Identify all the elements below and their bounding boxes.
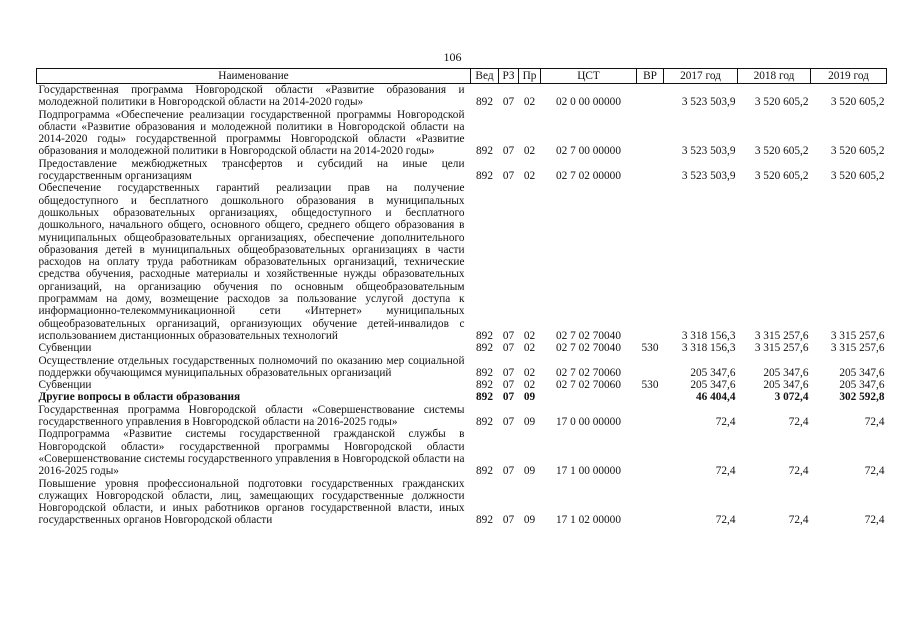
row-cst-cell: 02 0 00 00000	[556, 96, 621, 109]
table-row	[37, 84, 887, 109]
row-cst-cell: 02 7 02 00000	[556, 170, 621, 183]
row-2018-cell: 3 315 257,6	[754, 329, 809, 342]
row-cst-cell: 17 1 02 00000	[556, 514, 621, 527]
row-rz-cell: 07	[502, 170, 515, 183]
table-row	[37, 478, 887, 527]
row-rz-cell: 07	[502, 465, 515, 478]
row-2017-cell: 72,4	[715, 514, 736, 527]
row-2018-cell: 3 520 605,2	[754, 96, 809, 109]
row-rz-cell: 07	[502, 379, 515, 392]
row-rz-cell: 07	[502, 416, 515, 429]
row-ved-cell: 892	[476, 145, 493, 158]
row-cst-cell: 17 0 00 00000	[556, 416, 621, 429]
row-rz-cell: 07	[502, 145, 515, 158]
row-2018-cell: 205 347,6	[763, 366, 809, 379]
row-ved-cell: 892	[476, 329, 493, 342]
row-ved-cell: 892	[476, 96, 493, 109]
row-ved-cell: 892	[476, 514, 493, 527]
row-pr-cell: 02	[523, 96, 536, 109]
row-ved-cell: 892	[476, 342, 493, 355]
row-2017-cell: 72,4	[715, 465, 736, 478]
row-2019-cell: 205 347,6	[839, 379, 885, 392]
row-cst-cell: 02 7 02 70060	[556, 366, 621, 379]
row-2018-cell: 3 315 257,6	[754, 342, 809, 355]
row-pr-cell: 02	[523, 145, 536, 158]
row-2017-cell: 72,4	[715, 416, 736, 429]
table-row	[37, 404, 887, 429]
row-cst-cell	[541, 391, 637, 403]
row-pr-cell: 02	[523, 366, 536, 379]
row-name-cell: Государственная программа Новгородской области «Совершенствование системы государственного управления в Новгородской области на 2016-2025 годы»	[38, 403, 465, 429]
row-2017-cell: 205 347,6	[690, 379, 736, 392]
table-row	[37, 182, 887, 342]
table-row	[37, 428, 887, 477]
row-2017-cell: 3 523 503,9	[681, 96, 736, 109]
table-row	[37, 379, 887, 391]
row-pr-cell: 09	[523, 391, 536, 404]
table-row	[37, 391, 887, 403]
row-ved-cell: 892	[476, 170, 493, 183]
row-2017-cell: 3 523 503,9	[681, 170, 736, 183]
row-pr-cell: 09	[523, 465, 536, 478]
row-2019-cell: 72,4	[864, 416, 885, 429]
table-row	[37, 109, 887, 158]
header-cst: ЦСТ	[541, 69, 637, 84]
page-number: 106	[443, 50, 462, 64]
row-ved-cell: 892	[476, 366, 493, 379]
row-vr-cell	[637, 84, 664, 109]
row-vr-cell	[637, 182, 664, 342]
budget-table	[36, 68, 887, 527]
row-name-cell: Повышение уровня профессиональной подготовки государственных гражданских служащих Новгородской области, лиц, замещающих государственные должности Новгородской области, и иных работников органов государственной власти, иных государственных органов Новгородской области	[38, 477, 465, 527]
row-cst-cell: 02 7 02 70040	[556, 329, 621, 342]
row-vr-cell	[637, 428, 664, 477]
row-vr-cell: 530	[641, 342, 659, 355]
row-vr-cell	[637, 355, 664, 380]
row-cst-cell: 02 7 02 70060	[556, 379, 621, 392]
row-2017-cell: 46 404,4	[695, 391, 736, 404]
row-rz-cell: 07	[502, 366, 515, 379]
row-pr-cell: 02	[523, 329, 536, 342]
row-2017-cell: 3 318 156,3	[681, 342, 736, 355]
header-name: Наименование	[37, 69, 471, 84]
row-name-cell: Субвенции	[38, 379, 92, 392]
row-2019-cell: 3 520 605,2	[830, 96, 885, 109]
row-name-cell: Подпрограмма «Обеспечение реализации государственной программы Новгородской области «Развитие образования и молодежной политики в Новгородской области на 2014-2020 годы» государственной программы Новгородской области «Развитие образования и молодежной политики в Новгородской области на 2014-2020 годы»	[38, 108, 465, 158]
row-rz-cell: 07	[502, 96, 515, 109]
row-name-cell: Обеспечение государственных гарантий реализации прав на получение общедоступного и бесплатного дошкольного образования в муниципальных дошкольных образовательных организациях, общедоступного и бесплатного дошкольного, начального общего, основного общего, среднего общего образования в муниципальных общеобразовательных организациях, обеспечение дополнительного образования детей в муниципальных общеобразовательных организациях в части расходов на оплату труда работникам образовательных организаций, технические средства обучения, расходные материалы и хозяйственные нужды образовательных организаций, на организацию обучения по основным общеобразовательным программам на дому, возмещение расходов за пользование услугой доступа к информационно-телекоммуникационной сети «Интернет» муниципальных общеобразовательных организаций, организующих обучение детей-инвалидов с использованием дистанционных образовательных технологий	[38, 182, 465, 342]
row-2019-cell: 3 315 257,6	[830, 329, 885, 342]
table-header-row	[37, 69, 887, 84]
row-2017-cell: 3 318 156,3	[681, 329, 736, 342]
row-2018-cell: 72,4	[788, 416, 809, 429]
row-pr-cell: 02	[523, 170, 536, 183]
row-rz-cell: 07	[502, 514, 515, 527]
row-2019-cell: 302 592,8	[839, 391, 885, 404]
row-2019-cell: 72,4	[864, 465, 885, 478]
row-cst-cell: 17 1 00 00000	[556, 465, 621, 478]
row-ved-cell: 892	[476, 416, 493, 429]
row-vr-cell	[637, 404, 664, 429]
row-2019-cell: 72,4	[864, 514, 885, 527]
row-rz-cell: 07	[502, 391, 515, 404]
row-vr-cell	[637, 478, 664, 527]
row-vr-cell	[637, 109, 664, 158]
row-2017-cell: 205 347,6	[690, 366, 736, 379]
row-2019-cell: 3 520 605,2	[830, 145, 885, 158]
row-pr-cell: 09	[523, 514, 536, 527]
row-2019-cell: 205 347,6	[839, 366, 885, 379]
row-2018-cell: 205 347,6	[763, 379, 809, 392]
row-ved-cell: 892	[476, 379, 493, 392]
header-2019: 2019 год	[811, 69, 887, 84]
row-2018-cell: 3 072,4	[774, 391, 809, 404]
row-cst-cell: 02 7 02 70040	[556, 342, 621, 355]
row-name-cell: Государственная программа Новгородской области «Развитие образования и молодежной политики в Новгородской области на 2014-2020 годы»	[38, 84, 465, 109]
row-rz-cell: 07	[502, 329, 515, 342]
row-2018-cell: 3 520 605,2	[754, 145, 809, 158]
row-name-cell: Подпрограмма «Развитие системы государственной гражданской службы в Новгородской области» государственной программы Новгородской области «Совершенствование системы государственного управления в Новгородской области на 2016-2025 годы»	[38, 428, 465, 478]
row-ved-cell: 892	[476, 391, 493, 404]
row-pr-cell: 09	[523, 416, 536, 429]
row-vr-cell	[637, 158, 664, 183]
row-vr-cell	[637, 391, 664, 403]
row-pr-cell: 02	[523, 379, 536, 392]
header-rz: РЗ	[499, 69, 519, 84]
row-2018-cell: 3 520 605,2	[754, 170, 809, 183]
row-cst-cell: 02 7 00 00000	[556, 145, 621, 158]
row-2017-cell: 3 523 503,9	[681, 145, 736, 158]
header-vr: ВР	[637, 69, 664, 84]
table-row	[37, 355, 887, 380]
row-vr-cell: 530	[641, 379, 659, 392]
row-name-cell: Другие вопросы в области образования	[38, 391, 241, 404]
header-ved: Вед	[471, 69, 499, 84]
row-2018-cell: 72,4	[788, 514, 809, 527]
header-2018: 2018 год	[738, 69, 811, 84]
header-pr: Пр	[519, 69, 541, 84]
header-2017: 2017 год	[664, 69, 738, 84]
row-pr-cell: 02	[523, 342, 536, 355]
row-rz-cell: 07	[502, 342, 515, 355]
table-body	[37, 84, 887, 527]
row-name-cell: Предоставление межбюджетных трансфертов и субсидий на иные цели государственным организациям	[38, 157, 465, 183]
row-name-cell: Осуществление отдельных государственных полномочий по оказанию мер социальной поддержки обучающимся муниципальных образовательных организаций	[38, 354, 465, 379]
row-ved-cell: 892	[476, 465, 493, 478]
row-2019-cell: 3 315 257,6	[830, 342, 885, 355]
row-name-cell: Субвенции	[38, 342, 92, 355]
row-2018-cell: 72,4	[788, 465, 809, 478]
table-row	[37, 342, 887, 354]
table-row	[37, 158, 887, 183]
row-2019-cell: 3 520 605,2	[830, 170, 885, 183]
